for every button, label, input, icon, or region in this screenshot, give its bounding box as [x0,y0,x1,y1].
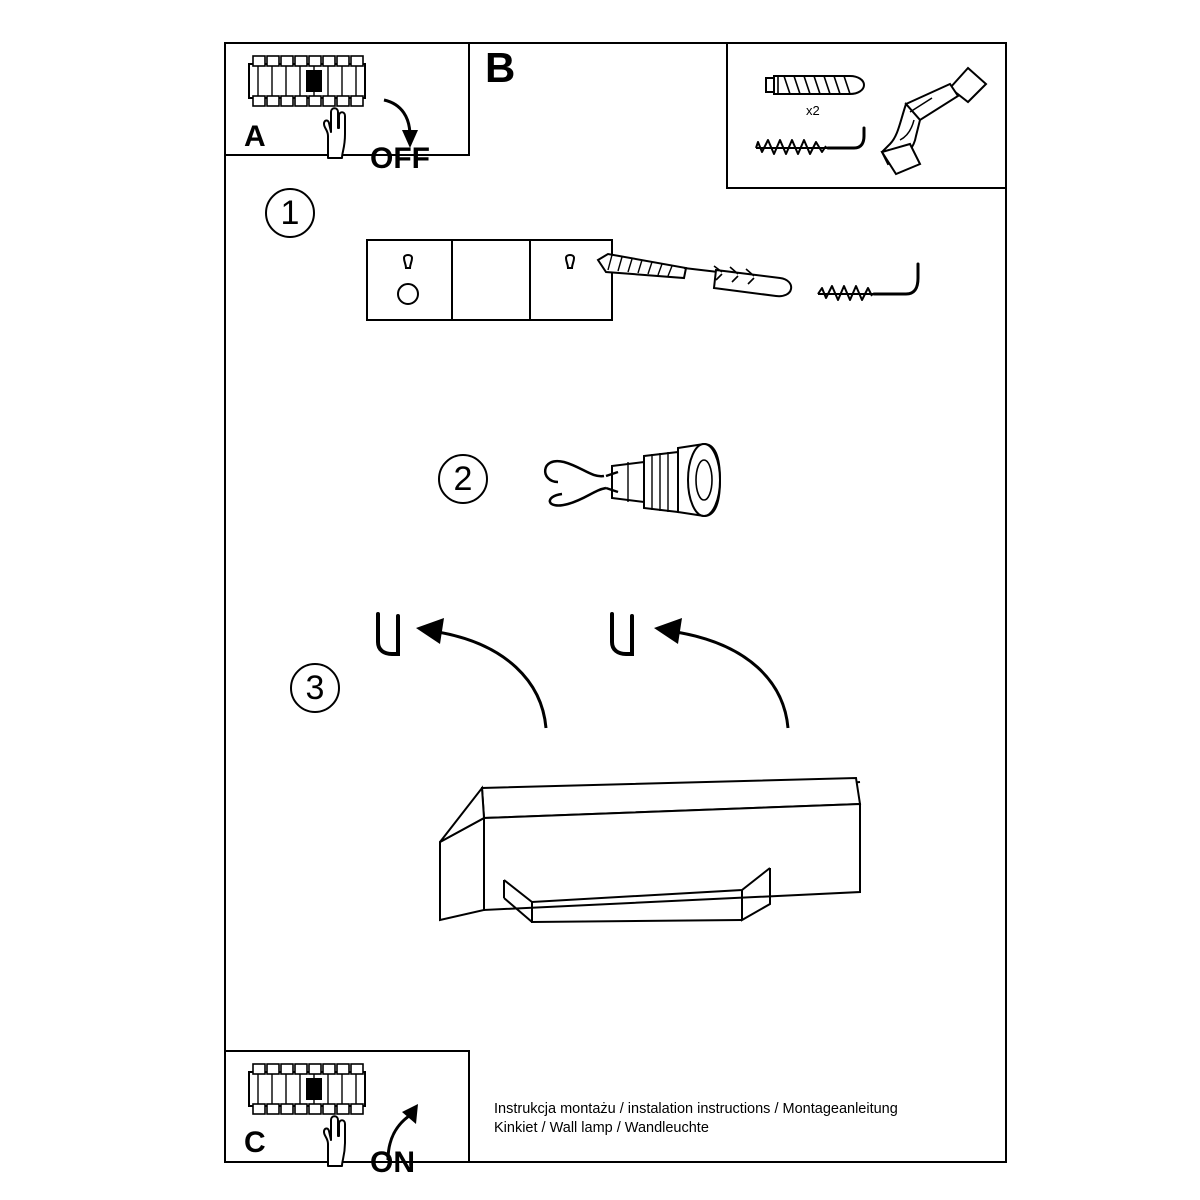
step-3-illustration [366,604,826,744]
wall-plug-icon [764,68,870,102]
panel-c-box [224,1050,470,1179]
panel-c-label: C [244,1126,266,1159]
step-3-circle [290,663,340,713]
page-frame [224,42,1007,1163]
panel-b-box [726,42,1007,189]
circuit-breaker-switch-on-icon [248,1060,368,1120]
wall-lamp-3d-icon [432,770,882,930]
screw-hook-icon [750,126,880,172]
footer-line-2: Kinkiet / Wall lamp / Wandleuchte [494,1120,709,1136]
footer-line-1: Instrukcja montażu / instalation instructions / Montageanleitung [494,1101,898,1117]
power-drill-icon [876,62,994,178]
wall-plug-quantity-label: x2 [806,103,820,118]
hand-pointing-icon [308,1112,364,1168]
panel-a-state-label: OFF [370,142,430,175]
panel-a-box [224,42,470,175]
step-1-number: 1 [280,193,300,232]
step-1-circle [265,188,315,238]
panel-b-label: B [485,44,516,91]
panel-a-label: A [244,120,266,153]
panel-c-state-label: ON [370,1146,415,1179]
hand-pointing-icon [308,104,364,160]
circuit-breaker-switch-off-icon [248,52,368,112]
step-3-number: 3 [305,668,325,707]
step-2-number: 2 [453,459,473,498]
step-1-illustration [366,236,946,346]
step-2-circle [438,454,488,504]
step-2-illustration [528,436,748,526]
